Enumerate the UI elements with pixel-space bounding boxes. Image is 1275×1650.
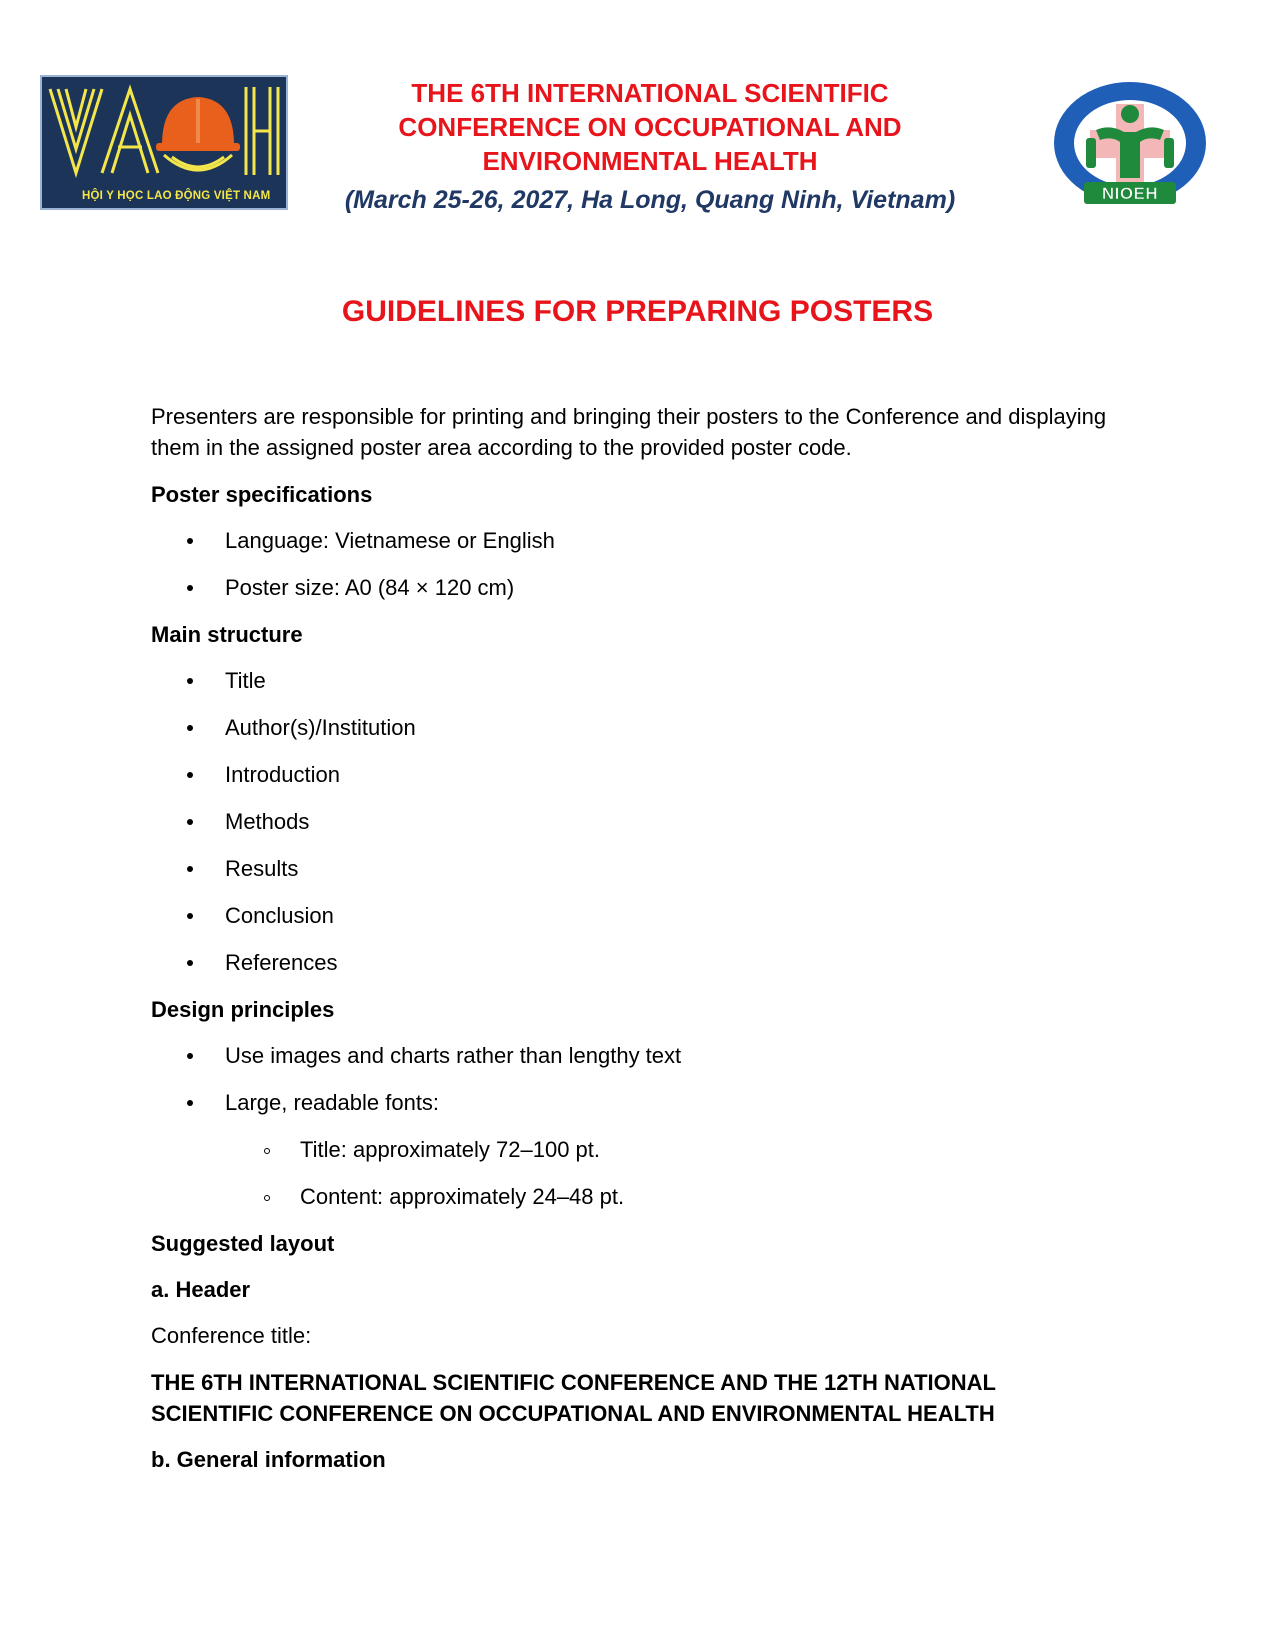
list-item — [151, 901, 1151, 931]
list-item-text: Use images and charts rather than lengthy text — [225, 1043, 682, 1068]
list-item-text: Conclusion — [225, 903, 334, 928]
specifications-list — [151, 526, 1151, 603]
bullet-icon — [187, 538, 193, 544]
design-list — [151, 1041, 1151, 1118]
list-item-text: Title — [225, 668, 266, 693]
conference-title-label: Conference title: — [151, 1323, 312, 1348]
circle-bullet-icon — [264, 1195, 270, 1201]
bullet-icon — [187, 772, 193, 778]
layout-header-label: a. Header — [151, 1277, 251, 1302]
sub-list-item-text: Title: approximately 72–100 pt. — [300, 1137, 601, 1162]
structure-list — [151, 666, 1151, 978]
circle-bullet-icon — [264, 1148, 270, 1154]
bullet-icon — [187, 585, 193, 591]
document-body — [151, 401, 1151, 1491]
intro-paragraph: Presenters are responsible for printing and bringing their posters to the Conference and displaying them in the assigned poster area according to the provided poster code. — [151, 404, 1107, 460]
layout-conference-title-line: THE 6TH INTERNATIONAL SCIENTIFIC CONFERENCE AND THE 12TH NATIONAL — [151, 1370, 996, 1395]
list-item — [151, 760, 1151, 790]
list-item — [151, 807, 1151, 837]
document-title: GUIDELINES FOR PREPARING POSTERS — [341, 295, 934, 328]
bullet-icon — [187, 960, 193, 966]
list-item — [151, 666, 1151, 696]
bullet-icon — [187, 678, 193, 684]
list-item-text: Language: Vietnamese or English — [225, 528, 555, 553]
bullet-icon — [187, 1100, 193, 1106]
sub-list-item — [151, 1182, 1151, 1212]
list-item-text: Methods — [225, 809, 310, 834]
layout-conference-title — [151, 1367, 1151, 1429]
layout-conference-title-line: SCIENTIFIC CONFERENCE ON OCCUPATIONAL AND ENVIRONMENTAL HEALTH — [151, 1401, 995, 1426]
list-item — [151, 526, 1151, 556]
vaoh-tagline: HỘI Y HỌC LAO ĐỘNG VIỆT NAM — [82, 190, 271, 202]
nioeh-logo — [1050, 80, 1210, 210]
conference-title-line: CONFERENCE ON OCCUPATIONAL AND — [398, 112, 902, 142]
section-heading-specifications: Poster specifications — [151, 482, 373, 507]
sub-list-item-text: Content: approximately 24–48 pt. — [300, 1184, 625, 1209]
nioeh-abbr: NIOEH — [1101, 184, 1159, 203]
general-information-label: b. General information — [151, 1447, 386, 1472]
bullet-icon — [187, 1053, 193, 1059]
list-item-text: References — [225, 950, 338, 975]
conference-title-line: ENVIRONMENTAL HEALTH — [482, 146, 818, 176]
list-item — [151, 854, 1151, 884]
list-item — [151, 573, 1151, 603]
bullet-icon — [187, 819, 193, 825]
font-size-sublist — [151, 1135, 1151, 1212]
section-heading-design: Design principles — [151, 997, 335, 1022]
list-item — [151, 1088, 1151, 1118]
section-heading-layout: Suggested layout — [151, 1231, 335, 1256]
bullet-icon — [187, 725, 193, 731]
list-item-text: Poster size: A0 (84 × 120 cm) — [225, 575, 515, 600]
sub-list-item — [151, 1135, 1151, 1165]
list-item-text: Large, readable fonts: — [225, 1090, 440, 1115]
section-heading-structure: Main structure — [151, 622, 303, 647]
bullet-icon — [187, 913, 193, 919]
bullet-icon — [187, 866, 193, 872]
list-item-text: Results — [225, 856, 299, 881]
vaoh-logo-graphic — [42, 77, 286, 208]
list-item — [151, 948, 1151, 978]
list-item — [151, 713, 1151, 743]
list-item-text: Author(s)/Institution — [225, 715, 416, 740]
list-item-text: Introduction — [225, 762, 340, 787]
conference-details: (March 25-26, 2027, Ha Long, Quang Ninh, Vietnam) — [344, 186, 956, 214]
conference-title — [315, 76, 985, 178]
list-item — [151, 1041, 1151, 1071]
conference-title-line: THE 6TH INTERNATIONAL SCIENTIFIC — [411, 78, 889, 108]
vaoh-logo — [40, 75, 288, 210]
